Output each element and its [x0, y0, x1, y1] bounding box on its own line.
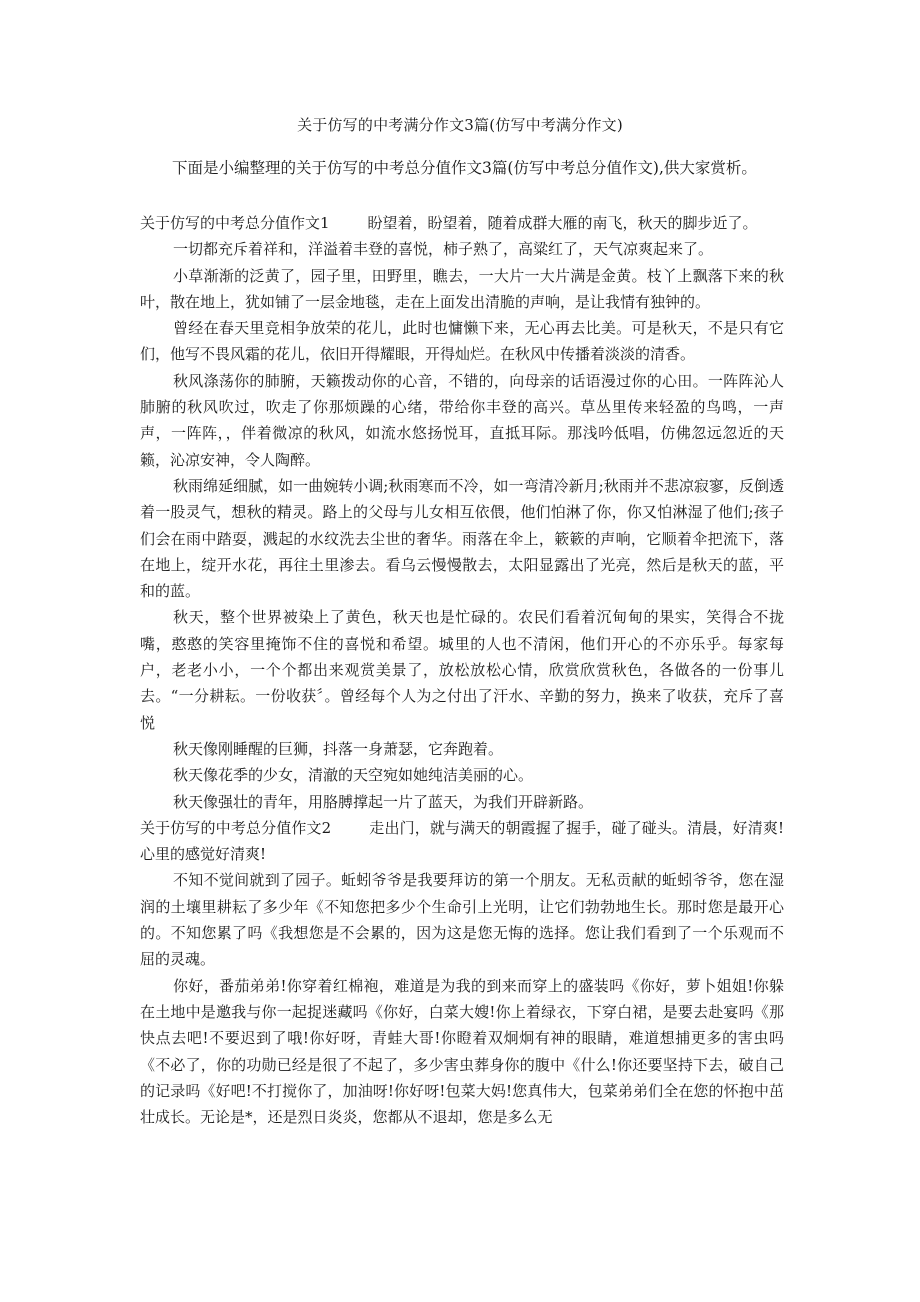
- paragraph: 一切都充斥着祥和，洋溢着丰登的喜悦，柿子熟了，高粱红了，天气凉爽起来了。: [173, 240, 714, 259]
- paragraph: 秋雨绵延细腻，如一曲婉转小调;秋雨寒而不冷，如一弯清冷新月;秋雨并不悲凉寂寥，反倒透着一股灵气，想秋的精灵。路上的父母与儿女相互依偎，他们怕淋了你，你又怕淋湿了他们;孩子们会在雨中踏耍，溅起的水纹洗去尘世的奢华。雨落在伞上，簌簌的声响，它顺着伞把流下，落在地上，绽开水花，再往土里渗去。看乌云慢慢散去，太阳显露出了光亮，然后是秋天的蓝，平和的蓝。: [140, 476, 784, 601]
- paragraph: 秋天像强壮的青年，用胳膊撑起一片了蓝天，为我们开辟新路。: [173, 792, 594, 811]
- paragraph: 秋天，整个世界被染上了黄色，秋天也是忙碌的。农民们看着沉甸甸的果实，笑得合不拢嘴，憨憨的笑容里掩饰不住的喜悦和希望。城里的人也不清闲，他们开心的不亦乐乎。每家每户，老老小小，一个个都出来观赏美景了，放松放松心情，欣赏欣赏秋色，各做各的一份事儿去。“一分耕耘。一份收获〞。曾经每个人为之付出了汗水、辛勤的努力，换来了收获，充斥了喜悦: [140, 608, 784, 732]
- paragraph: 曾经在春天里竞相争放荣的花儿，此时也慵懒下来，无心再去比美。可是秋天，不是只有它们，他写不畏风霜的花儿，依旧开得耀眼，开得灿烂。在秋风中传播着淡淡的清香。: [140, 319, 784, 364]
- document-title: 关于仿写的中考满分作文3篇(仿写中考满分作文): [297, 116, 623, 134]
- essay2-heading-line: [140, 815, 784, 868]
- paragraph: 秋风涤荡你的肺腑，天籁拨动你的心音，不错的，向母亲的话语漫过你的心田。一阵阵沁人肺腑的秋风吹过，吹走了你那烦躁的心绪，带给你丰登的高兴。草丛里传来轻盈的鸟鸣，一声声，一阵阵，，伴着微凉的秋风，如流水悠扬悦耳，直抵耳际。那浅吟低唱，仿佛忽远忽近的天籁，沁凉安神，令人陶醉。: [140, 371, 784, 469]
- essay1-first-line: 盼望着，盼望着，随着成群大雁的南飞，秋天的脚步近了。: [367, 214, 758, 232]
- paragraph: 不知不觉间就到了园子。蚯蚓爷爷是我要拜访的第一个朋友。无私贡献的蚯蚓爷爷，您在湿润的土壤里耕耘了多少年《不知您把多少个生命引上光明，让它们勃勃地生长。那时您是最开心的。不知您累了吗《我想您是不会累的，因为这是您无悔的选择。您让我们看到了一个乐观而不屈的灵魂。: [140, 871, 784, 969]
- essay1-heading: 关于仿写的中考总分值作文1: [140, 214, 330, 232]
- essay2-first-line: 走出门，就与满天的朝霞握了握手，碰了碰头。清晨，好清爽!心里的感觉好清爽!: [140, 818, 784, 864]
- essay2-heading: 关于仿写的中考总分值作文2: [140, 818, 332, 837]
- paragraph: 你好，番茄弟弟!你穿着红棉袍，难道是为我的到来而穿上的盛装吗《你好，萝卜姐姐!你躲在土地中是邀我与你一起捉迷藏吗《你好，白菜大嫂!你上着绿衣，下穿白裙，是要去赴宴吗《那快点去吧!不要迟到了哦!你好呀，青蛙大哥!你瞪着双炯炯有神的眼睛，难道想捕更多的害虫吗《不必了，你的功勋已经是很了不起了，多少害虫葬身你的腹中《什么!你还要坚持下去，破自己的记录吗《好吧!不打搅你了，加油呀!你好呀!包菜大妈!您真伟大，包菜弟弟们全在您的怀抱中茁壮成长。无论是*，还是烈日炎炎，您都从不退却，您是多么无: [140, 976, 784, 1127]
- paragraph: 秋天像刚睡醒的巨狮，抖落一身萧瑟，它奔跑着。: [173, 739, 504, 758]
- intro-paragraph: 下面是小编整理的关于仿写的中考总分值作文3篇(仿写中考总分值作文),供大家赏析。: [172, 159, 757, 177]
- document-body: [140, 210, 784, 1130]
- paragraph: 秋天像花季的少女，清澈的天空宛如她纯洁美丽的心。: [173, 766, 534, 785]
- essay1-heading-line: [140, 210, 784, 236]
- paragraph: 小草渐渐的泛黄了，园子里，田野里，瞧去，一大片一大片满是金黄。枝丫上飘落下来的秋叶，散在地上，犹如铺了一层金地毯，走在上面发出清脆的声响，是让我情有独钟的。: [140, 266, 784, 311]
